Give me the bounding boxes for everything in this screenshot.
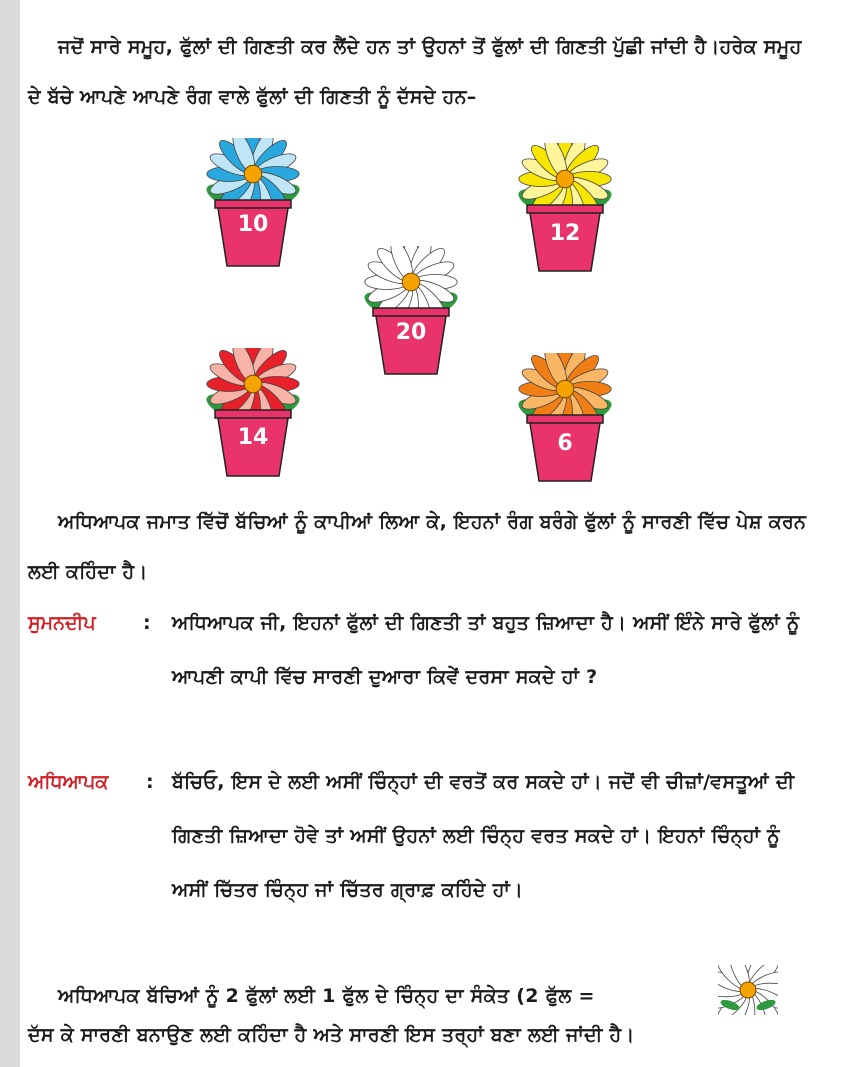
flower-pot-white xyxy=(356,246,466,376)
flower-symbol-graphic xyxy=(718,965,778,1015)
intro-paragraph: ਜਦੋਂ ਸਾਰੇ ਸਮੂਹ, ਫੁੱਲਾਂ ਦੀ ਗਿਣਤੀ ਕਰ ਲੈਂਦੇ ਹਨ ਤਾਂ ਉਹਨਾਂ ਤੋਂ ਫੁੱਲਾਂ ਦੀ ਗਿਣਤੀ ਪੁੱਛੀ ਜਾਂਦੀ ਹੈ।ਹਰੇਕ ਸਮੂਹ ਦੇ ਬੱਚੇ ਆਪਣੇ ਆਪਣੇ ਰੰਗ ਵਾਲੇ ਫੁੱਲਾਂ ਦੀ ਗਿਣਤੀ ਨੂੰ ਦੱਸਦੇ ਹਨ– xyxy=(28,36,802,108)
flower-pot-yellow-graphic xyxy=(510,143,620,273)
flower-pot-red-graphic xyxy=(198,348,308,478)
flower-pot-orange-graphic xyxy=(510,353,620,483)
left-margin-bar xyxy=(0,0,20,1067)
flower-pot-white-graphic xyxy=(356,246,466,376)
flower-count-orange: 6 xyxy=(557,431,573,456)
closing-paragraph-line2: ਦੱਸ ਕੇ ਸਾਰਣੀ ਬਨਾਉਣ ਲਈ ਕਹਿੰਦਾ ਹੈ ਅਤੇ ਸਾਰਣੀ ਇਸ ਤਰ੍ਹਾਂ ਬਣਾ ਲਈ ਜਾਂਦੀ ਹੈ। xyxy=(28,1024,635,1046)
teacher-instruction-paragraph: ਅਧਿਆਪਕ ਜਮਾਤ ਵਿੱਚੋਂ ਬੱਚਿਆਂ ਨੂੰ ਕਾਪੀਆਂ ਲਿਆ ਕੇ, ਇਹਨਾਂ ਰੰਗ ਬਰੰਗੇ ਫੁੱਲਾਂ ਨੂੰ ਸਾਰਣੀ ਵਿੱਚ ਪੇਸ਼ ਕਰਨ ਲਈ ਕਹਿੰਦਾ ਹੈ। xyxy=(28,511,807,583)
speaker-colon: : xyxy=(143,612,151,634)
flower-count-white: 20 xyxy=(395,320,427,345)
flower-pot-blue xyxy=(198,138,308,268)
flower-count-yellow: 12 xyxy=(549,221,581,246)
flower-count-red: 14 xyxy=(237,425,269,450)
flower-pot-yellow xyxy=(510,143,620,273)
closing-paragraph-line1: ਅਧਿਆਪਕ ਬੱਚਿਆਂ ਨੂੰ 2 ਫੁੱਲਾਂ ਲਈ 1 ਫੁੱਲ ਦੇ ਚਿੰਨ੍ਹ ਦਾ ਸੰਕੇਤ (2 ਫੁੱਲ = xyxy=(58,985,595,1007)
speaker-sumandeep: ਸੁਮਨਦੀਪ xyxy=(28,612,96,634)
sumandeep-dialogue-text: ਅਧਿਆਪਕ ਜੀ, ਇਹਨਾਂ ਫੁੱਲਾਂ ਦੀ ਗਿਣਤੀ ਤਾਂ ਬਹੁਤ ਜ਼ਿਆਦਾ ਹੈ। ਅਸੀਂ ਇੰਨੇ ਸਾਰੇ ਫੁੱਲਾਂ ਨੂੰ ਆਪਣੀ ਕਾਪੀ ਵਿੱਚ ਸਾਰਣੀ ਦੁਆਰਾ ਕਿਵੇਂ ਦਰਸਾ ਸਕਦੇ ਹਾਂ ? xyxy=(172,612,800,688)
speaker-colon: : xyxy=(146,771,154,793)
flower-count-blue: 10 xyxy=(237,212,269,237)
flower-symbol-icon xyxy=(718,965,778,1015)
flower-pot-orange xyxy=(510,353,620,483)
speaker-teacher: ਅਧਿਆਪਕ xyxy=(28,771,109,793)
flower-pot-blue-graphic xyxy=(198,138,308,268)
teacher-dialogue-text: ਬੱਚਿਓ, ਇਸ ਦੇ ਲਈ ਅਸੀਂ ਚਿੰਨ੍ਹਾਂ ਦੀ ਵਰਤੋਂ ਕਰ ਸਕਦੇ ਹਾਂ। ਜਦੋਂ ਵੀ ਚੀਜ਼ਾਂ/ਵਸਤੂਆਂ ਦੀ ਗਿਣਤੀ ਜ਼ਿਆਦਾ ਹੋਵੇ ਤਾਂ ਅਸੀਂ ਉਹਨਾਂ ਲਈ ਚਿੰਨ੍ਹ ਵਰਤ ਸਕਦੇ ਹਾਂ। ਇਹਨਾਂ ਚਿੰਨ੍ਹਾਂ ਨੂੰ ਅਸੀਂ ਚਿੱਤਰ ਚਿੰਨ੍ਹ ਜਾਂ ਚਿੱਤਰ ਗ੍ਰਾਫ਼ ਕਹਿੰਦੇ ਹਾਂ। xyxy=(172,771,795,901)
flower-pot-red xyxy=(198,348,308,478)
